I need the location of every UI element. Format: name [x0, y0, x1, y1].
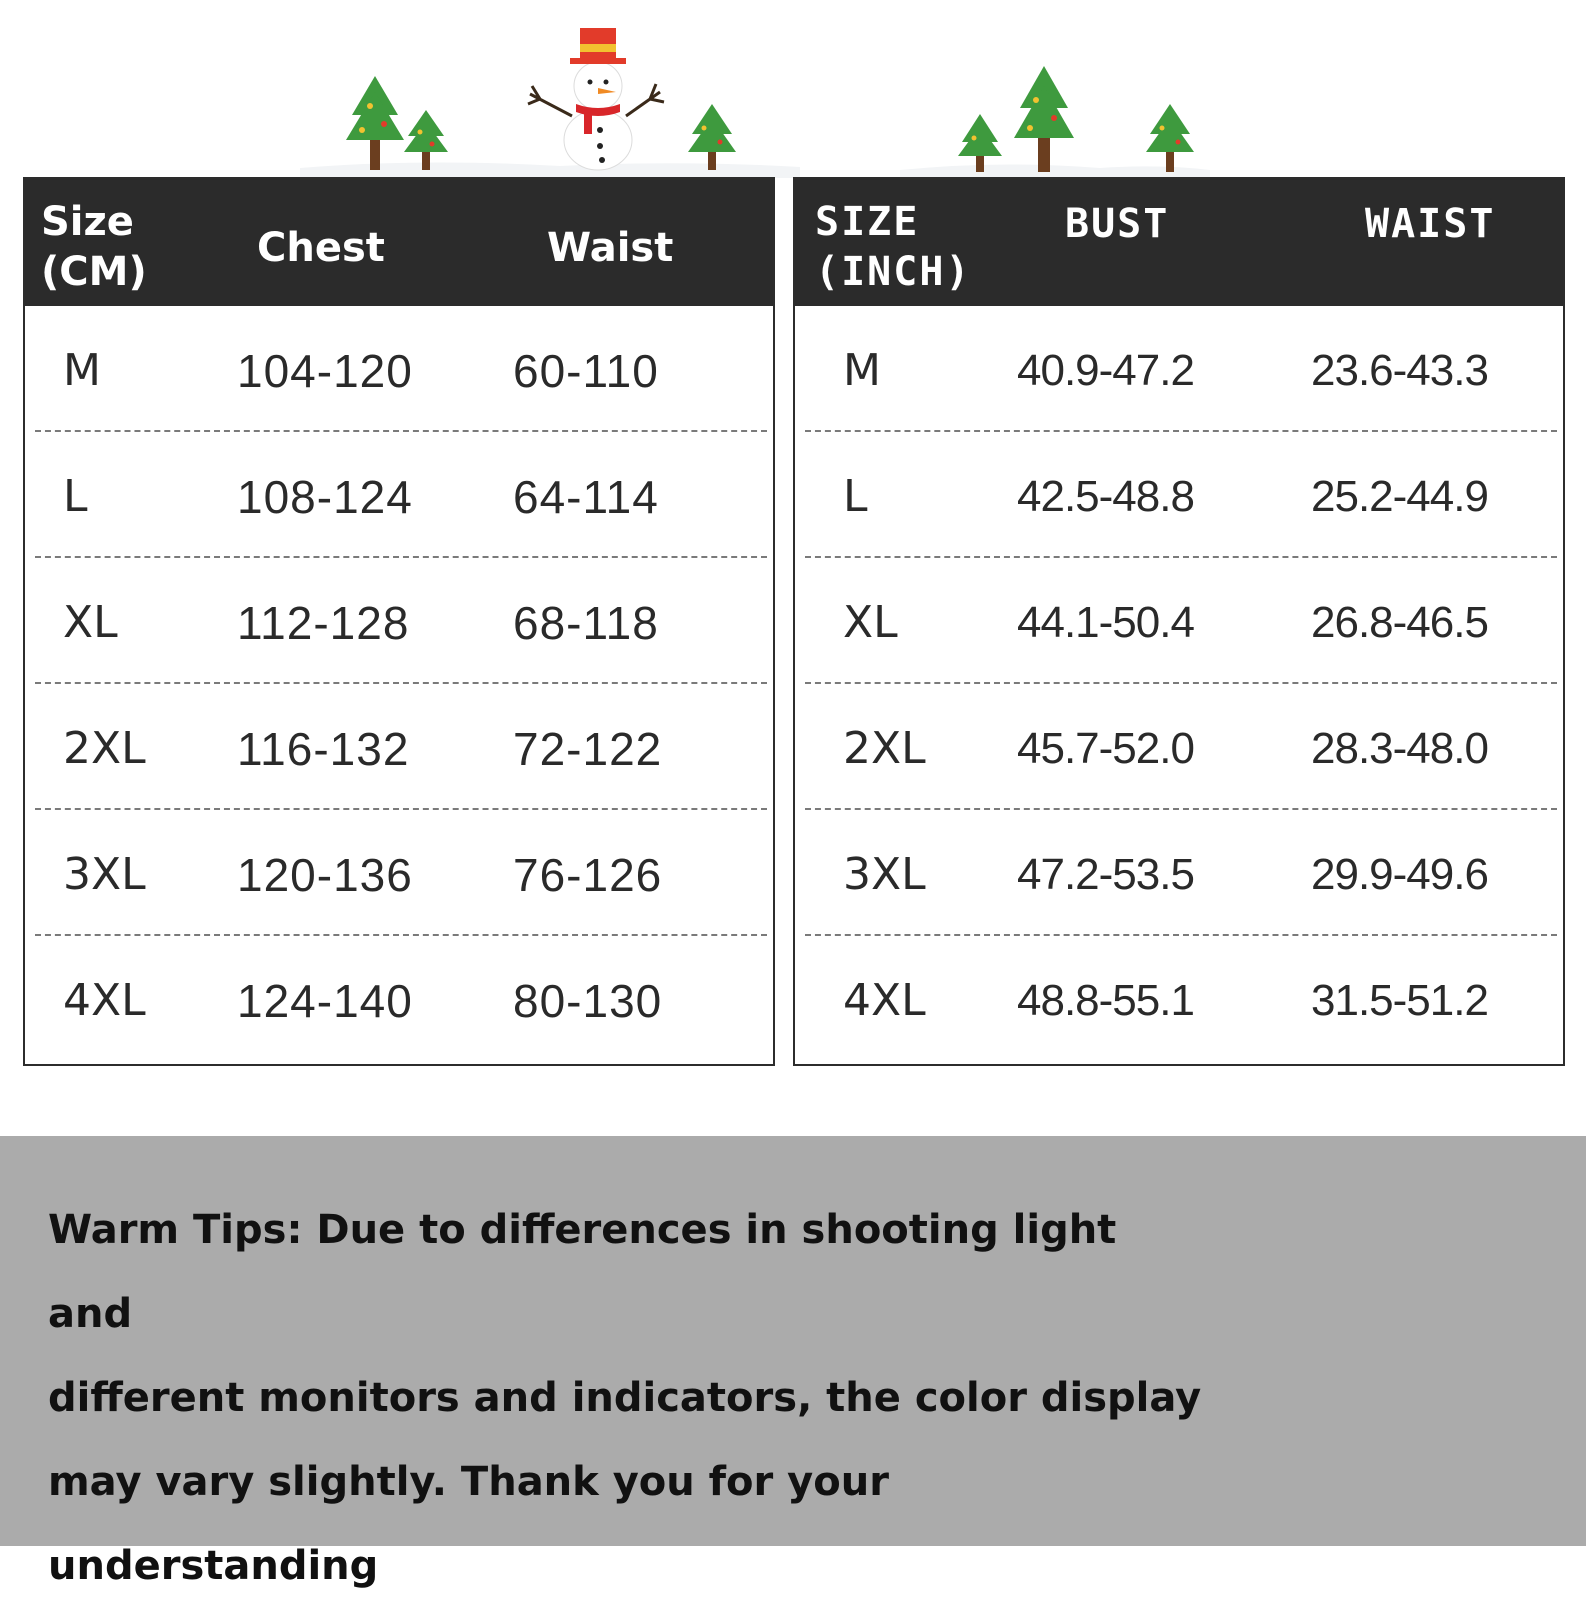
header-size-line1: Size	[41, 199, 134, 245]
cell-size: 3XL	[63, 849, 146, 900]
table-row	[795, 684, 1563, 810]
cell-bust: 40.9-47.2	[1017, 346, 1194, 395]
header-size-line1: SIZE	[815, 199, 920, 245]
cell-waist: 25.2-44.9	[1311, 472, 1488, 521]
warm-tips-line: may vary slightly. Thank you for your understanding	[48, 1459, 889, 1589]
cell-size: 2XL	[63, 723, 146, 774]
warm-tips-line: Warm Tips: Due to differences in shooting light and	[48, 1207, 1117, 1337]
table-row	[795, 432, 1563, 558]
table-row	[795, 558, 1563, 684]
cell-chest: 108-124	[237, 471, 413, 523]
cell-waist: 80-130	[513, 975, 663, 1027]
cell-chest: 104-120	[237, 345, 413, 397]
cell-bust: 44.1-50.4	[1017, 598, 1194, 647]
cell-chest: 116-132	[237, 723, 410, 775]
header-waist: Waist	[547, 225, 674, 271]
header-size-unit: (INCH)	[815, 249, 972, 295]
header-chest: Chest	[257, 225, 385, 271]
warm-tips-text	[48, 1188, 1208, 1608]
cell-waist: 68-118	[513, 597, 659, 649]
cell-size: M	[63, 345, 101, 396]
cell-chest: 112-128	[237, 597, 410, 649]
cell-size: XL	[63, 597, 118, 648]
cell-waist: 60-110	[513, 345, 659, 397]
table-row	[25, 306, 773, 432]
cell-size: L	[63, 471, 88, 522]
table-row	[25, 810, 773, 936]
tree-icon	[958, 114, 1002, 172]
table-row	[795, 810, 1563, 936]
header-size-unit: (CM)	[41, 249, 147, 295]
tree-icon	[688, 104, 736, 170]
table-header	[795, 179, 1563, 306]
cell-size: 2XL	[843, 723, 926, 774]
header-bust: BUST	[1065, 201, 1170, 247]
cell-size: L	[843, 471, 868, 522]
tree-icon	[404, 110, 448, 170]
table-row	[795, 306, 1563, 432]
cell-waist: 26.8-46.5	[1311, 598, 1488, 647]
table-row	[25, 684, 773, 810]
cell-bust: 45.7-52.0	[1017, 724, 1194, 773]
cell-waist: 64-114	[513, 471, 659, 523]
table-row	[795, 936, 1563, 1062]
cell-bust: 47.2-53.5	[1017, 850, 1194, 899]
header-size	[41, 197, 147, 297]
size-table-cm	[23, 177, 775, 1066]
cell-size: 4XL	[843, 975, 926, 1026]
header-size	[815, 197, 972, 297]
christmas-decoration	[0, 0, 1586, 200]
cell-size: XL	[843, 597, 898, 648]
table-row	[25, 936, 773, 1062]
cell-waist: 31.5-51.2	[1311, 976, 1488, 1025]
table-header	[25, 179, 773, 306]
table-row	[25, 558, 773, 684]
header-waist: WAIST	[1365, 201, 1496, 247]
tree-icon	[346, 76, 404, 170]
cell-waist: 23.6-43.3	[1311, 346, 1488, 395]
cell-bust: 48.8-55.1	[1017, 976, 1194, 1025]
cell-waist: 29.9-49.6	[1311, 850, 1488, 899]
snowman-icon	[528, 28, 664, 170]
size-table-inch	[793, 177, 1565, 1066]
warm-tips-line: different monitors and indicators, the color display	[48, 1375, 1202, 1421]
warm-tips-panel	[0, 1136, 1586, 1589]
cell-waist: 72-122	[513, 723, 663, 775]
tree-icon	[1146, 104, 1194, 172]
table-row	[25, 432, 773, 558]
cell-chest: 120-136	[237, 849, 413, 901]
tree-icon	[1014, 66, 1074, 172]
cell-waist: 28.3-48.0	[1311, 724, 1488, 773]
cell-size: 4XL	[63, 975, 146, 1026]
cell-chest: 124-140	[237, 975, 413, 1027]
cell-bust: 42.5-48.8	[1017, 472, 1194, 521]
cell-waist: 76-126	[513, 849, 663, 901]
cell-size: 3XL	[843, 849, 926, 900]
cell-size: M	[843, 345, 881, 396]
